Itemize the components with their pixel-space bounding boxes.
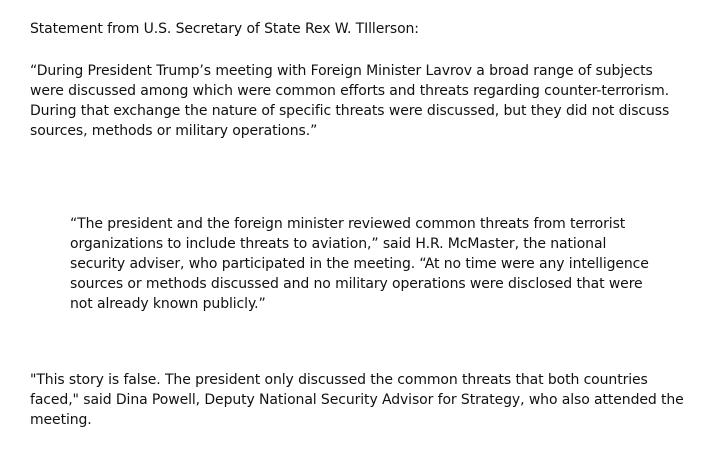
- statement-heading: Statement from U.S. Secretary of State Rex W. TIllerson:: [30, 21, 419, 37]
- powell-quote-paragraph: "This story is false. The president only discussed the common threats that both countries faced," said Dina Powell, Deputy National Security Advisor for Strategy, who also attended the meeting.: [30, 372, 684, 428]
- mcmaster-quote-paragraph: “The president and the foreign minister reviewed common threats from terrorist organizations to include threats to aviation,” said H.R. McMaster, the national security adviser, who participated in the meeting. “At no time were any intelligence sources or methods discussed and no military operations were disclosed that were not already known publicly.”: [70, 216, 649, 312]
- tillerson-quote-paragraph: “During President Trump’s meeting with Foreign Minister Lavrov a broad range of subjects were discussed among which were common efforts and threats regarding counter-terrorism. During that exchange the nature of specific threats were discussed, but they did not discuss sources, methods or military operations.”: [30, 63, 670, 139]
